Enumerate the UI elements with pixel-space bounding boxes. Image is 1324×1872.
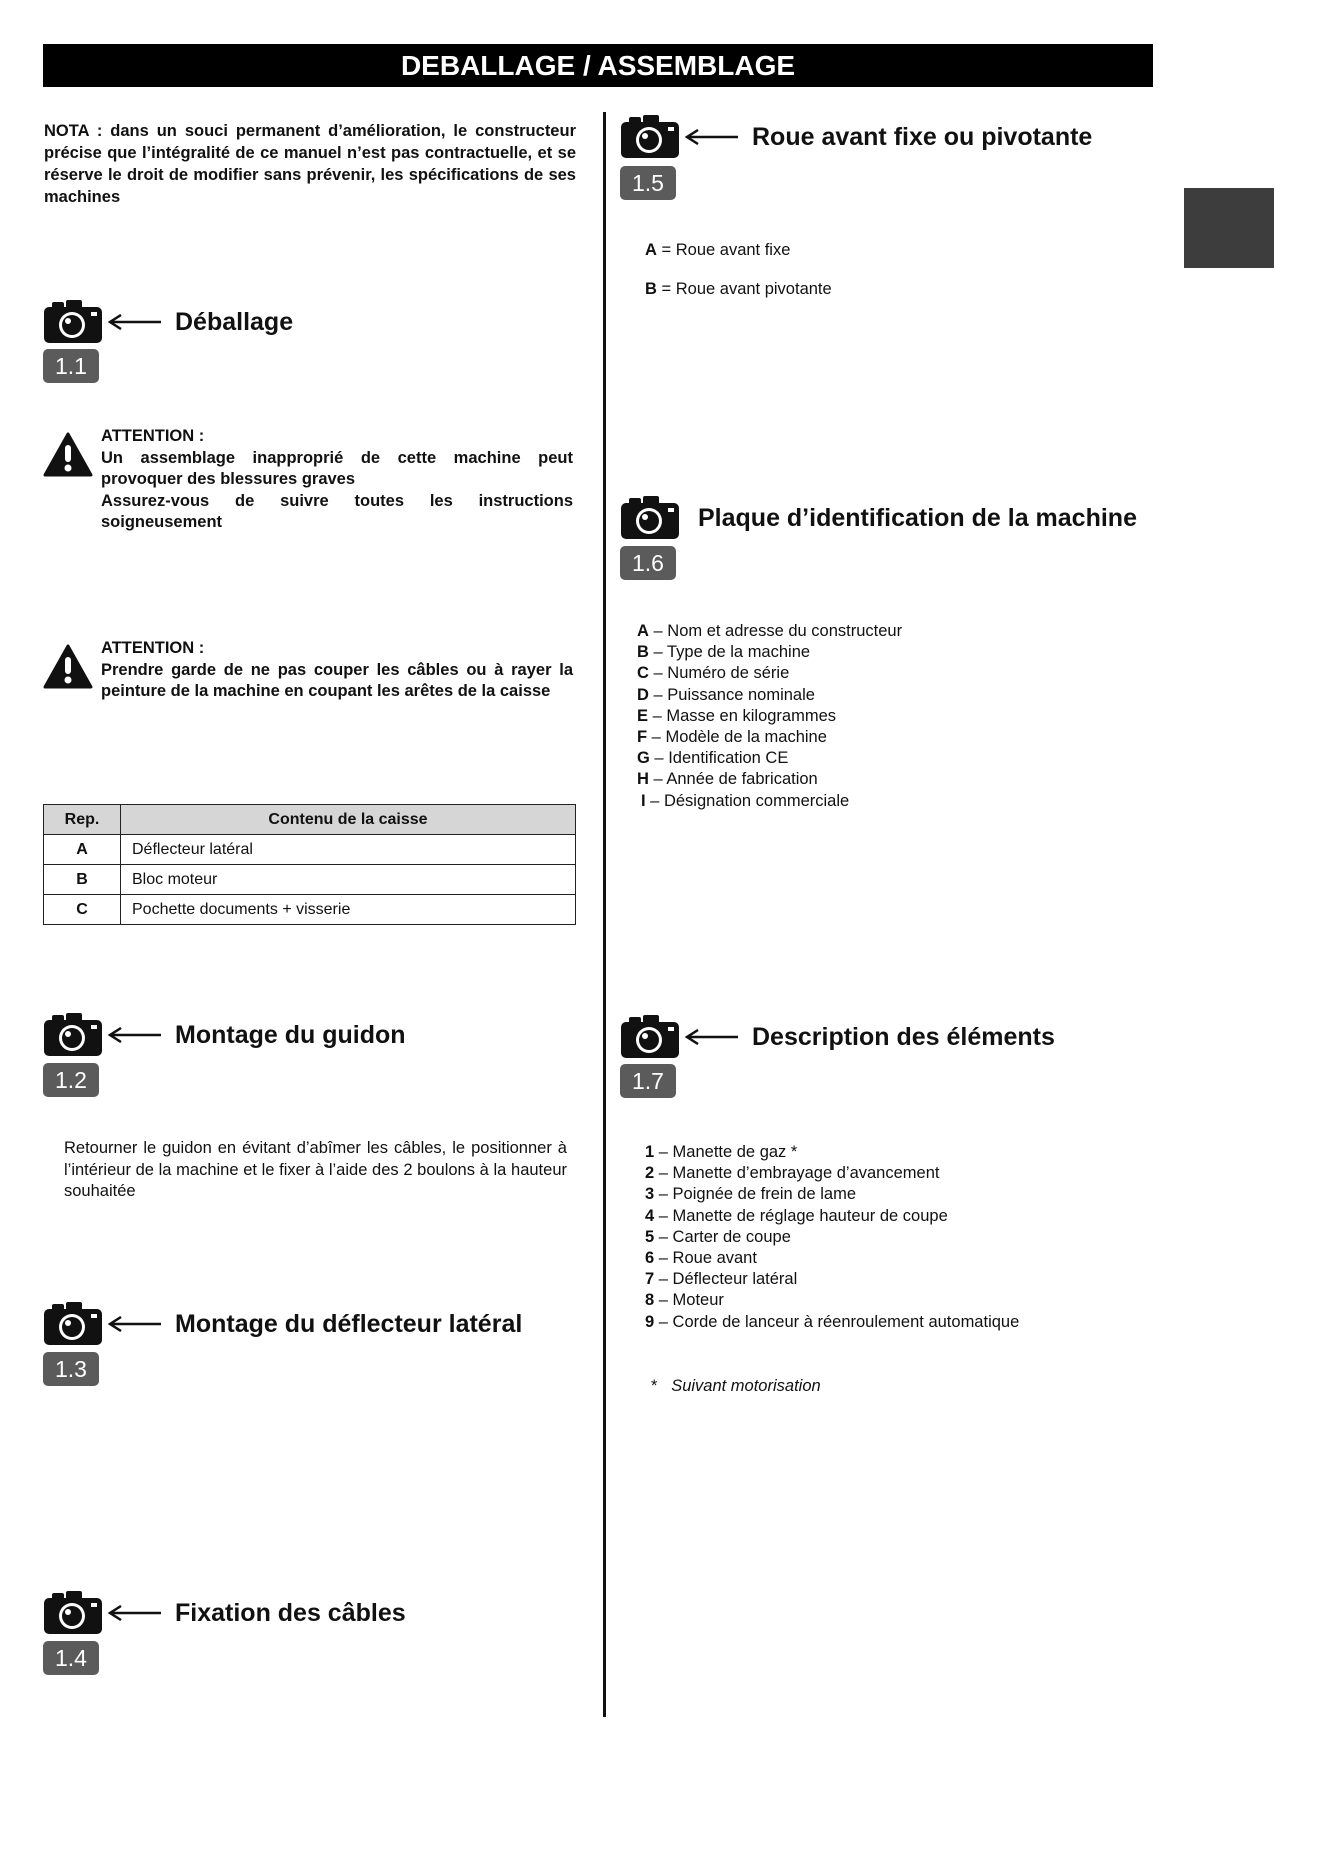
section-badge: 1.5 <box>620 166 676 200</box>
list-item: 9 – Corde de lanceur à réenroulement automatique <box>645 1312 1020 1331</box>
section-badge: 1.1 <box>43 349 99 383</box>
table-cell-rep: B <box>44 865 121 895</box>
list-item: F – Modèle de la machine <box>637 728 827 747</box>
chapter-tab <box>1184 188 1274 268</box>
warning-line: Prendre garde de ne pas couper les câbles ou à rayer la peinture de la machine en coupant les arêtes de la caisse <box>101 660 573 700</box>
table-row <box>44 865 576 895</box>
item-key: 1 <box>645 1143 655 1161</box>
nota-text: NOTA : dans un souci permanent d’amélioration, le constructeur précise que l’intégralité de ce manuel n’est pas contractuelle, et se réserve le droit de modifier sans prévenir, les spécifications de ses machines <box>44 122 576 206</box>
item-key: A <box>645 241 657 259</box>
table-header-row <box>44 805 576 835</box>
warning-text <box>101 426 573 534</box>
section-1-7-heading <box>620 1015 1055 1059</box>
item-text: Année de fabrication <box>666 770 818 789</box>
column-header: Rep. <box>44 805 121 835</box>
camera-icon <box>43 300 103 344</box>
item-sep: = <box>656 241 676 259</box>
item-text: Nom et adresse du constructeur <box>667 622 903 640</box>
footnote-mark: * <box>651 1377 658 1395</box>
warning-block <box>43 638 573 703</box>
section-badge: 1.7 <box>620 1064 676 1098</box>
section-title: Déballage <box>175 307 294 336</box>
footnote-text: Suivant motorisation <box>671 1377 821 1395</box>
item-text: Puissance nominale <box>667 685 815 704</box>
list-item: H – Année de fabrication <box>637 770 818 789</box>
arrow-left-icon <box>107 1316 161 1332</box>
item-text: Manette de réglage hauteur de coupe <box>672 1206 948 1225</box>
elements-list <box>645 1142 1019 1333</box>
section-1-4-heading <box>43 1591 406 1635</box>
item-key: F <box>637 728 648 747</box>
list-item: 7 – Déflecteur latéral <box>645 1270 798 1289</box>
list-item: B – Type de la machine <box>637 643 811 662</box>
warning-title: ATTENTION : <box>101 639 205 657</box>
warning-text <box>101 638 573 703</box>
section-title: Roue avant fixe ou pivotante <box>752 122 1093 151</box>
warning-block <box>43 426 573 534</box>
warning-line: Un assemblage inapproprié de cette machine peut provoquer des blessures graves <box>101 448 573 488</box>
list-item: 2 – Manette d’embrayage d’avancement <box>645 1164 940 1183</box>
list-item: G – Identification CE <box>637 749 789 768</box>
arrow-left-icon <box>107 314 161 330</box>
warning-icon <box>43 432 93 478</box>
item-text: Poignée de frein de lame <box>672 1185 857 1204</box>
list-item: 5 – Carter de coupe <box>645 1227 791 1246</box>
item-text: Masse en kilogrammes <box>666 706 837 725</box>
page-header <box>43 44 1153 87</box>
list-item <box>645 240 832 261</box>
item-key: A <box>637 622 649 640</box>
list-item: 1 – Manette de gaz * <box>645 1143 798 1161</box>
item-text: Désignation commerciale <box>663 791 850 810</box>
item-text: Manette de gaz * <box>672 1143 798 1161</box>
section-1-2-heading <box>43 1013 406 1057</box>
warning-icon <box>43 644 93 690</box>
item-key: 4 <box>645 1206 655 1225</box>
roue-list <box>645 240 832 300</box>
item-key: 9 <box>645 1312 655 1331</box>
item-text: Roue avant fixe <box>675 241 791 259</box>
section-1-6-heading <box>620 496 1137 540</box>
item-key: D <box>637 685 649 704</box>
item-text: Déflecteur latéral <box>672 1270 798 1289</box>
section-title: Plaque d’identification de la machine <box>698 503 1137 532</box>
section-title: Montage du guidon <box>175 1020 406 1049</box>
section-title: Fixation des câbles <box>175 1598 406 1627</box>
section-badge: 1.4 <box>43 1641 99 1675</box>
table-row <box>44 895 576 925</box>
item-key: H <box>637 770 649 789</box>
section-title: Description des éléments <box>752 1022 1055 1051</box>
section-badge: 1.3 <box>43 1352 99 1386</box>
section-title: Montage du déflecteur latéral <box>175 1309 523 1338</box>
section-badge: 1.6 <box>620 546 676 580</box>
table-row <box>44 835 576 865</box>
item-text: Roue avant <box>672 1249 757 1268</box>
item-text: Modèle de la machine <box>665 728 827 747</box>
item-text: Identification CE <box>668 749 789 768</box>
item-key: 2 <box>645 1164 655 1183</box>
item-text: Carter de coupe <box>672 1227 791 1246</box>
list-item: 3 – Poignée de frein de lame <box>645 1185 857 1204</box>
plaque-list <box>637 621 902 812</box>
page-title: DEBALLAGE / ASSEMBLAGE <box>400 49 796 81</box>
item-text: Roue avant pivotante <box>675 280 832 299</box>
table-cell-rep: C <box>44 895 121 925</box>
camera-icon <box>620 496 680 540</box>
arrow-left-icon <box>107 1605 161 1621</box>
item-text: Manette d’embrayage d’avancement <box>672 1164 940 1183</box>
item-key: 8 <box>645 1291 655 1310</box>
footnote <box>651 1377 821 1396</box>
item-key: I <box>641 791 646 810</box>
arrow-left-icon <box>107 1027 161 1043</box>
list-item: E – Masse en kilogrammes <box>637 706 837 725</box>
warning-title: ATTENTION : <box>101 427 205 445</box>
item-key: B <box>645 280 657 299</box>
table-cell-desc: Pochette documents + visserie <box>121 895 576 925</box>
list-item: 6 – Roue avant <box>645 1249 757 1268</box>
list-item: D – Puissance nominale <box>637 685 815 704</box>
item-text: Corde de lanceur à réenroulement automatique <box>672 1312 1020 1331</box>
item-text: Type de la machine <box>666 643 811 662</box>
item-key: 5 <box>645 1227 655 1246</box>
camera-icon <box>43 1302 103 1346</box>
item-text: Moteur <box>672 1291 724 1310</box>
section-1-1-heading <box>43 300 293 344</box>
arrow-left-icon <box>684 129 738 145</box>
item-key: 7 <box>645 1270 655 1289</box>
item-sep: = <box>656 280 676 299</box>
item-text: Numéro de série <box>667 664 790 683</box>
item-key: 3 <box>645 1185 655 1204</box>
item-key: E <box>637 706 649 725</box>
section-badge: 1.2 <box>43 1063 99 1097</box>
camera-icon <box>620 115 680 159</box>
list-item: A – Nom et adresse du constructeur <box>637 622 903 640</box>
section-1-3-heading <box>43 1302 522 1346</box>
item-key: C <box>637 664 649 683</box>
list-item: I – Désignation commerciale <box>641 791 850 810</box>
list-item: C – Numéro de série <box>637 664 790 683</box>
table-cell-desc: Déflecteur latéral <box>121 835 576 865</box>
item-key: B <box>637 643 649 662</box>
table-cell-desc: Bloc moteur <box>121 865 576 895</box>
item-key: 6 <box>645 1249 655 1268</box>
guidon-instructions: Retourner le guidon en évitant d’abîmer les câbles, le positionner à l’intérieur de la machine et le fixer à l’aide des 2 boulons à la hauteur souhaitée <box>64 1139 567 1200</box>
table-cell-rep: A <box>44 835 121 865</box>
list-item <box>645 279 832 300</box>
column-divider <box>603 112 606 1717</box>
warning-line: Assurez-vous de suivre toutes les instructions soigneusement <box>101 491 573 531</box>
list-item: 4 – Manette de réglage hauteur de coupe <box>645 1206 948 1225</box>
column-header: Contenu de la caisse <box>121 805 576 835</box>
camera-icon <box>43 1013 103 1057</box>
crate-contents-table <box>43 804 576 925</box>
arrow-left-icon <box>684 1029 738 1045</box>
camera-icon <box>43 1591 103 1635</box>
list-item: 8 – Moteur <box>645 1291 724 1310</box>
camera-icon <box>620 1015 680 1059</box>
item-key: G <box>637 749 650 768</box>
section-1-5-heading <box>620 115 1092 159</box>
